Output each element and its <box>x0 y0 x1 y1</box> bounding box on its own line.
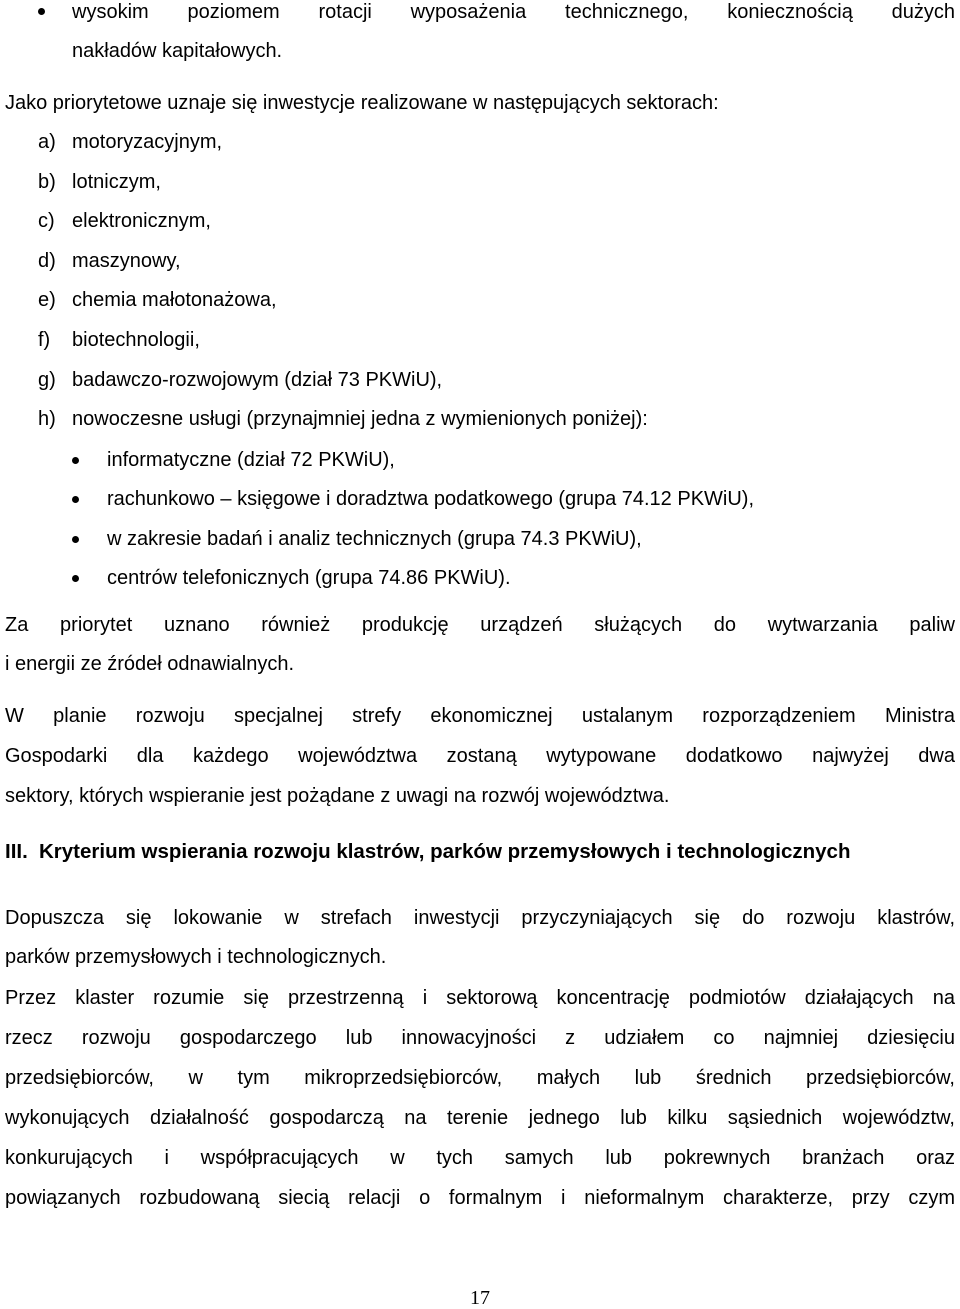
sector-item: elektronicznym, <box>72 210 211 232</box>
bullet-icon <box>38 8 45 15</box>
sector-item: lotniczym, <box>72 171 161 193</box>
sector-letter: b) <box>38 171 56 193</box>
energy-paragraph-line-1: Za priorytet uznano również produkcję urządzeń służących do wytwarzania paliw <box>5 614 955 636</box>
top-bullet-line-2: nakładów kapitałowych. <box>72 40 283 62</box>
cluster-paragraph-line: rzecz rozwoju gospodarczego lub innowacyjności z udziałem co najmniej dziesięciu <box>5 1027 955 1049</box>
sector-letter: e) <box>38 289 56 311</box>
allowed-paragraph-line-1: Dopuszcza się lokowanie w strefach inwestycji przyczyniających się do rozwoju klastrów, <box>5 907 955 929</box>
cluster-paragraph-line: przedsiębiorców, w tym mikroprzedsiębiorców, małych lub średnich przedsiębiorców, <box>5 1067 955 1089</box>
bullet-icon <box>72 496 79 503</box>
service-item: w zakresie badań i analiz technicznych (grupa 74.3 PKWiU), <box>107 528 642 550</box>
sector-item: maszynowy, <box>72 250 181 272</box>
sector-letter: f) <box>38 329 51 351</box>
plan-paragraph-line-3: sektory, których wspieranie jest pożądane z uwagi na rozwój województwa. <box>5 785 670 807</box>
plan-paragraph-line-2: Gospodarki dla każdego województwa zostaną wytypowane dodatkowo najwyżej dwa <box>5 745 955 767</box>
cluster-paragraph-line: wykonujących działalność gospodarczą na terenie jednego lub kilku sąsiednich województw, <box>5 1107 955 1129</box>
bullet-icon <box>72 575 79 582</box>
sector-letter: a) <box>38 131 56 153</box>
priority-intro: Jako priorytetowe uznaje się inwestycje realizowane w następujących sektorach: <box>5 92 719 114</box>
service-item: informatyczne (dział 72 PKWiU), <box>107 449 395 471</box>
cluster-paragraph-line: powiązanych rozbudowaną siecią relacji o formalnym i nieformalnym charakterze, przy czym <box>5 1187 955 1209</box>
sector-item: motoryzacyjnym, <box>72 131 223 153</box>
sector-letter: g) <box>38 369 56 391</box>
sector-item: biotechnologii, <box>72 329 200 351</box>
sector-letter: h) <box>38 408 56 430</box>
service-item: centrów telefonicznych (grupa 74.86 PKWiU). <box>107 567 511 589</box>
section-title: Kryterium wspierania rozwoju klastrów, parków przemysłowych i technologicznych <box>39 840 851 863</box>
cluster-paragraph-line: konkurujących i współpracujących w tych samych lub pokrewnych branżach oraz <box>5 1147 955 1169</box>
sector-letter: d) <box>38 250 56 272</box>
bullet-icon <box>72 457 79 464</box>
plan-paragraph-line-1: W planie rozwoju specjalnej strefy ekonomicznej ustalanym rozporządzeniem Ministra <box>5 705 955 727</box>
sector-letter: c) <box>38 210 55 232</box>
energy-paragraph-line-2: i energii ze źródeł odnawialnych. <box>5 653 295 675</box>
top-bullet-line-1: wysokim poziomem rotacji wyposażenia technicznego, koniecznością dużych <box>72 1 955 23</box>
allowed-paragraph-line-2: parków przemysłowych i technologicznych. <box>5 946 387 968</box>
sector-item: badawczo-rozwojowym (dział 73 PKWiU), <box>72 369 443 391</box>
page-number: 17 <box>470 1287 490 1309</box>
section-number: III. <box>5 840 28 863</box>
service-item: rachunkowo – księgowe i doradztwa podatkowego (grupa 74.12 PKWiU), <box>107 488 755 510</box>
sector-item: nowoczesne usługi (przynajmniej jedna z wymienionych poniżej): <box>72 408 648 430</box>
sector-item: chemia małotonażowa, <box>72 289 277 311</box>
cluster-paragraph-line: Przez klaster rozumie się przestrzenną i sektorową koncentrację podmiotów działających na <box>5 987 955 1009</box>
bullet-icon <box>72 536 79 543</box>
